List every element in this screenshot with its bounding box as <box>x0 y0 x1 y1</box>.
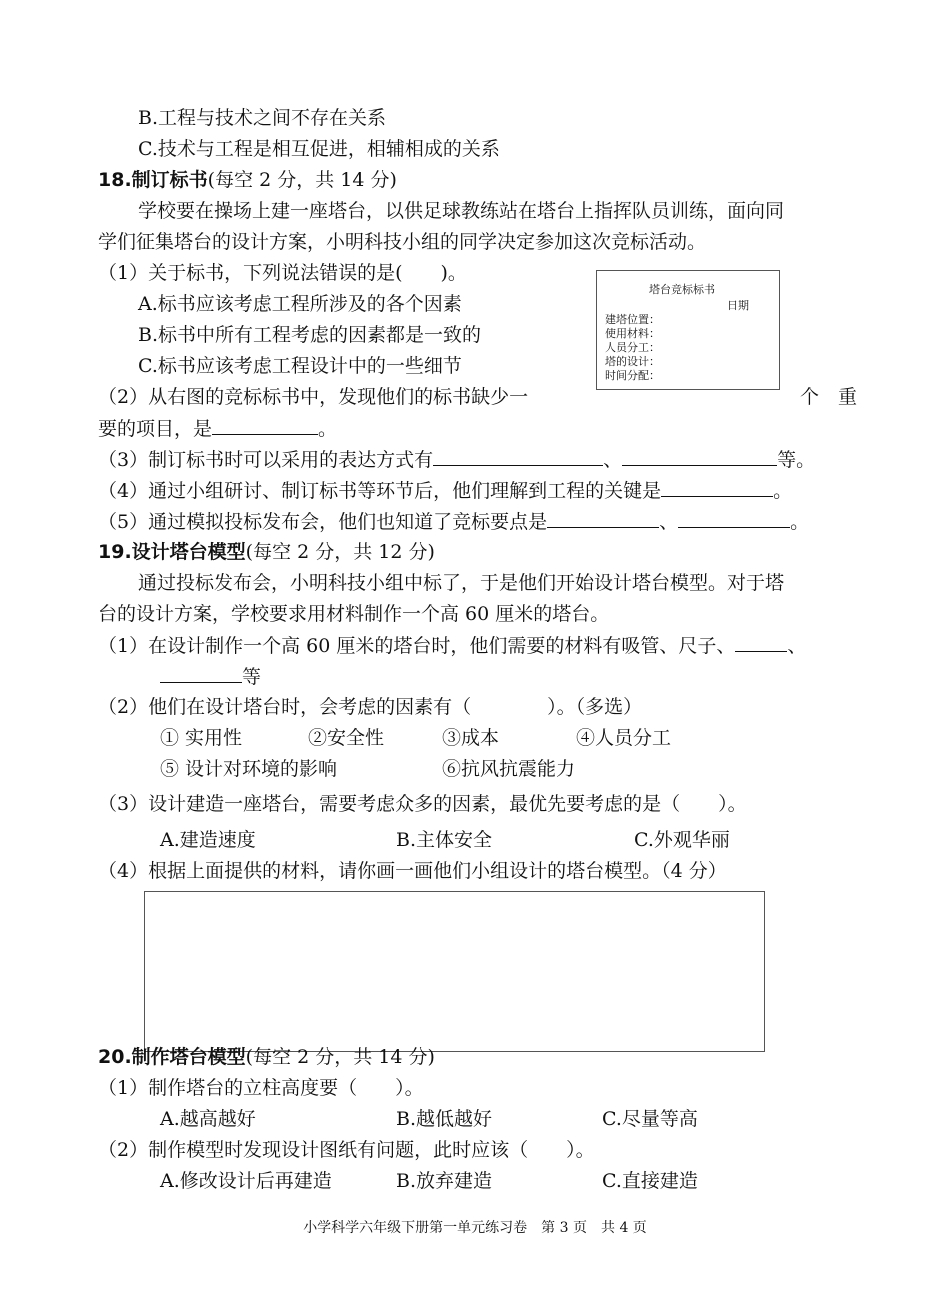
q19-part1-line2 <box>160 664 261 689</box>
q18-part1-option-b: B.标书中所有工程考虑的因素都是一致的 <box>138 324 482 346</box>
q19-part3-option-a: A.建造速度 <box>160 829 256 851</box>
q20-part1-option-a: A.越高越好 <box>160 1108 256 1130</box>
q18-heading <box>98 168 397 192</box>
q18-part4-end: 。 <box>773 480 793 502</box>
q20-part1-option-b: B.越低越好 <box>396 1108 493 1130</box>
q18-part2-question-tail: 个 重 <box>800 386 858 408</box>
q18-score: (每空 2 分，共 14 分) <box>207 169 397 191</box>
q18-part2-answer-blank[interactable] <box>212 416 318 435</box>
q19-part2-option-2: ②安全性 <box>308 727 385 749</box>
q20-part2-question: （2）制作模型时发现设计图纸有问题，此时应该（ ）。 <box>98 1139 595 1161</box>
q18-part5-separator: 、 <box>659 511 679 533</box>
q18-part3-separator: 、 <box>603 449 623 471</box>
q19-part1-question: （1）在设计制作一个高 60 厘米的塔台时，他们需要的材料有吸管、尺子、 <box>98 635 736 657</box>
q19-part3-option-c: C.外观华丽 <box>634 829 730 851</box>
bid-row-location: 建塔位置： <box>605 313 660 326</box>
q19-score: (每空 2 分，共 12 分) <box>245 541 435 563</box>
bid-title: 塔台竞标标书 <box>649 283 715 296</box>
q19-part1-end: 等 <box>242 666 262 688</box>
q18-part3-end: 等。 <box>777 449 816 471</box>
q18-part1-question: （1）关于标书，下列说法错误的是( )。 <box>98 262 467 284</box>
q18-part2-line2 <box>98 416 337 441</box>
q19-part1-separator: 、 <box>787 635 807 657</box>
q18-part5-answer-blank-2[interactable] <box>678 509 790 528</box>
q18-part2-question: （2）从右图的竞标标书中，发现他们的标书缺少一 <box>98 386 529 408</box>
bid-row-schedule: 时间分配： <box>605 369 660 382</box>
q20-part2-option-b: B.放弃建造 <box>396 1170 493 1192</box>
q18-part1-option-a: A.标书应该考虑工程所涉及的各个因素 <box>138 293 462 315</box>
q18-part5 <box>98 509 809 534</box>
q18-part5-end: 。 <box>790 511 810 533</box>
q19-part3-option-b: B.主体安全 <box>396 829 493 851</box>
q18-intro-line1: 学校要在操场上建一座塔台，以供足球教练站在塔台上指挥队员训练，面向同 <box>138 200 785 222</box>
q18-part3-answer-blank-2[interactable] <box>622 447 777 466</box>
q19-part1-answer-blank-1[interactable] <box>735 633 787 652</box>
q19-part1 <box>98 633 806 658</box>
q19-title: 19.设计塔台模型 <box>98 541 246 563</box>
q17-option-c: C.技术与工程是相互促进，相辅相成的关系 <box>138 138 500 160</box>
q18-part3-question: （3）制订标书时可以采用的表达方式有 <box>98 449 434 471</box>
q19-part2-option-3: ③成本 <box>442 727 500 749</box>
q20-score: (每空 2 分，共 14 分) <box>245 1046 435 1068</box>
bid-date-label: 日期 <box>727 299 749 312</box>
q17-option-b: B.工程与技术之间不存在关系 <box>138 107 387 129</box>
q20-title: 20.制作塔台模型 <box>98 1046 246 1068</box>
bid-row-materials: 使用材料： <box>605 327 660 340</box>
q18-part2-prompt: 要的项目，是 <box>98 418 213 440</box>
drawing-answer-area[interactable] <box>144 891 765 1052</box>
q19-part2-option-5: ⑤ 设计对环境的影响 <box>160 758 338 780</box>
q18-intro-line2: 学们征集塔台的设计方案，小明科技小组的同学决定参加这次竞标活动。 <box>98 231 707 253</box>
q19-heading <box>98 540 435 564</box>
q18-part3-answer-blank-1[interactable] <box>433 447 603 466</box>
bid-document-figure <box>596 270 780 390</box>
q20-part1-question: （1）制作塔台的立柱高度要（ ）。 <box>98 1077 424 1099</box>
q19-part4-question: （4）根据上面提供的材料，请你画一画他们小组设计的塔台模型。（4 分） <box>98 860 727 882</box>
q18-part5-answer-blank-1[interactable] <box>547 509 659 528</box>
q18-part5-question: （5）通过模拟投标发布会，他们也知道了竞标要点是 <box>98 511 548 533</box>
q18-part4 <box>98 478 792 503</box>
q19-part2-option-6: ⑥抗风抗震能力 <box>442 758 576 780</box>
q20-part2-option-c: C.直接建造 <box>602 1170 698 1192</box>
q18-part1-option-c: C.标书应该考虑工程设计中的一些细节 <box>138 355 462 377</box>
q18-part3 <box>98 447 815 472</box>
bid-row-design: 塔的设计： <box>605 355 660 368</box>
q19-intro-line1: 通过投标发布会，小明科技小组中标了，于是他们开始设计塔台模型。对于塔 <box>138 572 785 594</box>
q19-part1-answer-blank-2[interactable] <box>160 664 242 683</box>
q19-part2-question: （2）他们在设计塔台时，会考虑的因素有（ ）。（多选） <box>98 696 643 718</box>
bid-row-staffing: 人员分工： <box>605 341 660 354</box>
q18-part2-end: 。 <box>318 418 338 440</box>
q18-title: 18.制订标书 <box>98 169 208 191</box>
q19-part2-option-1: ① 实用性 <box>160 727 243 749</box>
q19-part2-option-4: ④人员分工 <box>576 727 672 749</box>
q19-part3-question: （3）设计建造一座塔台，需要考虑众多的因素，最优先要考虑的是（ ）。 <box>98 793 747 815</box>
q20-heading <box>98 1045 435 1069</box>
q20-part2-option-a: A.修改设计后再建造 <box>160 1170 332 1192</box>
q20-part1-option-c: C.尽量等高 <box>602 1108 698 1130</box>
q19-intro-line2: 台的设计方案，学校要求用材料制作一个高 60 厘米的塔台。 <box>98 603 610 625</box>
page-footer: 小学科学六年级下册第一单元练习卷 第 3 页 共 4 页 <box>303 1220 647 1236</box>
q18-part4-answer-blank[interactable] <box>661 478 773 497</box>
q18-part4-question: （4）通过小组研讨、制订标书等环节后，他们理解到工程的关键是 <box>98 480 662 502</box>
